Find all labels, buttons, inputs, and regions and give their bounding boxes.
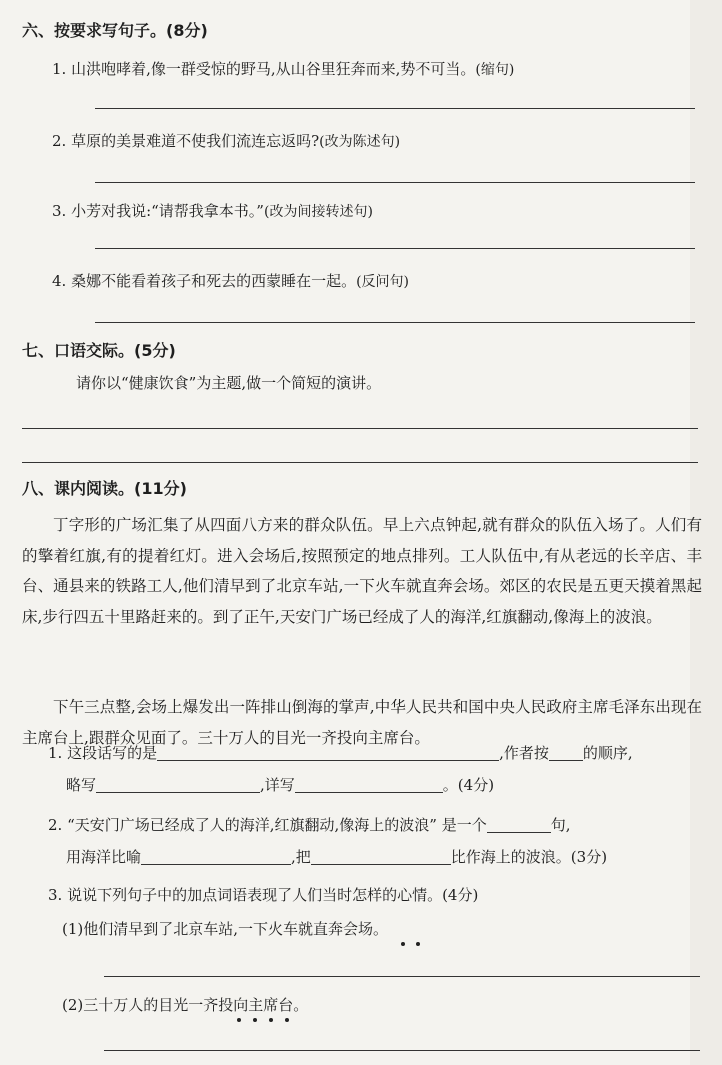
s6-q2-answer-line[interactable] [95, 182, 695, 183]
s8-q1-blank-detail[interactable] [295, 774, 443, 793]
s8-q2-part-a: 2. “天安门广场已经成了人的海洋,红旗翻动,像海上的波浪” 是一个 [48, 816, 487, 834]
s8-q2-part-b: 句, [550, 816, 571, 834]
emphasis-dot [253, 1018, 257, 1022]
s6-q1-text: 1. 山洪咆哮着,像一群受惊的野马,从山谷里狂奔而来,势不可当。 [52, 60, 476, 78]
s7-prompt: 请你以“健康饮食”为主题,做一个简短的演讲。 [76, 374, 382, 392]
s8-q1-part-b: ,作者按 [499, 744, 549, 762]
s6-q3-answer-line[interactable] [95, 248, 695, 249]
s7-answer-line-2[interactable] [22, 462, 698, 463]
s8-q2-part-c: 用海洋比喻 [66, 848, 142, 866]
s6-q4-note: (反问句) [356, 274, 410, 290]
section-6-heading: 六、按要求写句子。(8分) [22, 21, 208, 40]
s8-q1-blank-brief[interactable] [96, 774, 260, 793]
s6-q1-answer-line[interactable] [95, 108, 695, 109]
s8-q1-blank-topic[interactable] [157, 742, 499, 761]
s8-q3-sub2: (2)三十万人的目光一齐投向主席台。 [62, 996, 309, 1014]
s7-answer-line-1[interactable] [22, 428, 698, 429]
s8-q1-line1 [48, 742, 633, 763]
s8-q1-part-f: 。(4分) [442, 776, 495, 794]
s8-q3-sub1-answer-line[interactable] [104, 976, 700, 977]
s8-q1-part-e: ,详写 [260, 776, 295, 794]
s8-q3-sub1: (1)他们清早到了北京车站,一下火车就直奔会场。 [62, 920, 389, 938]
s6-q3 [52, 200, 373, 221]
s6-q4-text: 4. 桑娜不能看着孩子和死去的西蒙睡在一起。 [52, 272, 357, 290]
s8-q2-part-e: 比作海上的波浪。(3分) [450, 848, 608, 866]
s6-q2-text: 2. 草原的美景难道不使我们流连忘返吗? [52, 132, 320, 150]
s6-q3-text: 3. 小芳对我说:“请帮我拿本书。” [52, 202, 264, 220]
section-8-heading: 八、课内阅读。(11分) [22, 479, 187, 498]
emphasis-dot [401, 942, 405, 946]
emphasis-dot [269, 1018, 273, 1022]
reading-passage-p1: 丁字形的广场汇集了从四面八方来的群众队伍。早上六点钟起,就有群众的队伍入场了。人们有的擎着红旗,有的提着红灯。进入会场后,按照预定的地点排列。工人队伍中,有从老远的长辛店、丰台、通县来的铁路工人,他们清早到了北京车站,一下火车就直奔会场。郊区的农民是五更天摸着黑起床,步行四五十里路赶来的。到了正午,天安门广场已经成了人的海洋,红旗翻动,像海上的波浪。 [22, 516, 702, 626]
s8-q1-part-c: 的顺序, [582, 744, 633, 762]
s6-q2 [52, 130, 400, 151]
s6-q4-answer-line[interactable] [95, 322, 695, 323]
s6-q2-note: (改为陈述句) [319, 134, 401, 150]
s8-q2-line1 [48, 814, 571, 835]
s6-q4 [52, 270, 409, 291]
s8-q1-part-a: 1. 这段话写的是 [48, 744, 158, 762]
s8-q1-part-d: 略写 [66, 776, 97, 794]
s8-q3: 3. 说说下列句子中的加点词语表现了人们当时怎样的心情。(4分) [48, 886, 479, 904]
s8-q2-line2 [66, 846, 607, 867]
s8-q2-blank-sea[interactable] [141, 846, 291, 865]
s8-q1-blank-order[interactable] [549, 742, 583, 761]
section-7-heading: 七、口语交际。(5分) [22, 341, 176, 360]
s8-q2-blank-wave[interactable] [311, 846, 451, 865]
s8-q2-part-d: ,把 [291, 848, 311, 866]
s6-q3-note: (改为间接转述句) [263, 204, 373, 220]
emphasis-dot [237, 1018, 241, 1022]
s8-q2-blank-type[interactable] [487, 814, 551, 833]
s6-q1 [52, 58, 514, 79]
emphasis-dot [416, 942, 420, 946]
reading-passage-p2: 下午三点整,会场上爆发出一阵排山倒海的掌声,中华人民共和国中央人民政府主席毛泽东出现在主席台上,跟群众见面了。三十万人的目光一齐投向主席台。 [22, 698, 702, 747]
emphasis-dot [285, 1018, 289, 1022]
s8-q1-line2 [66, 774, 494, 795]
s6-q1-note: (缩句) [475, 62, 515, 78]
s8-q3-sub2-answer-line[interactable] [104, 1050, 700, 1051]
